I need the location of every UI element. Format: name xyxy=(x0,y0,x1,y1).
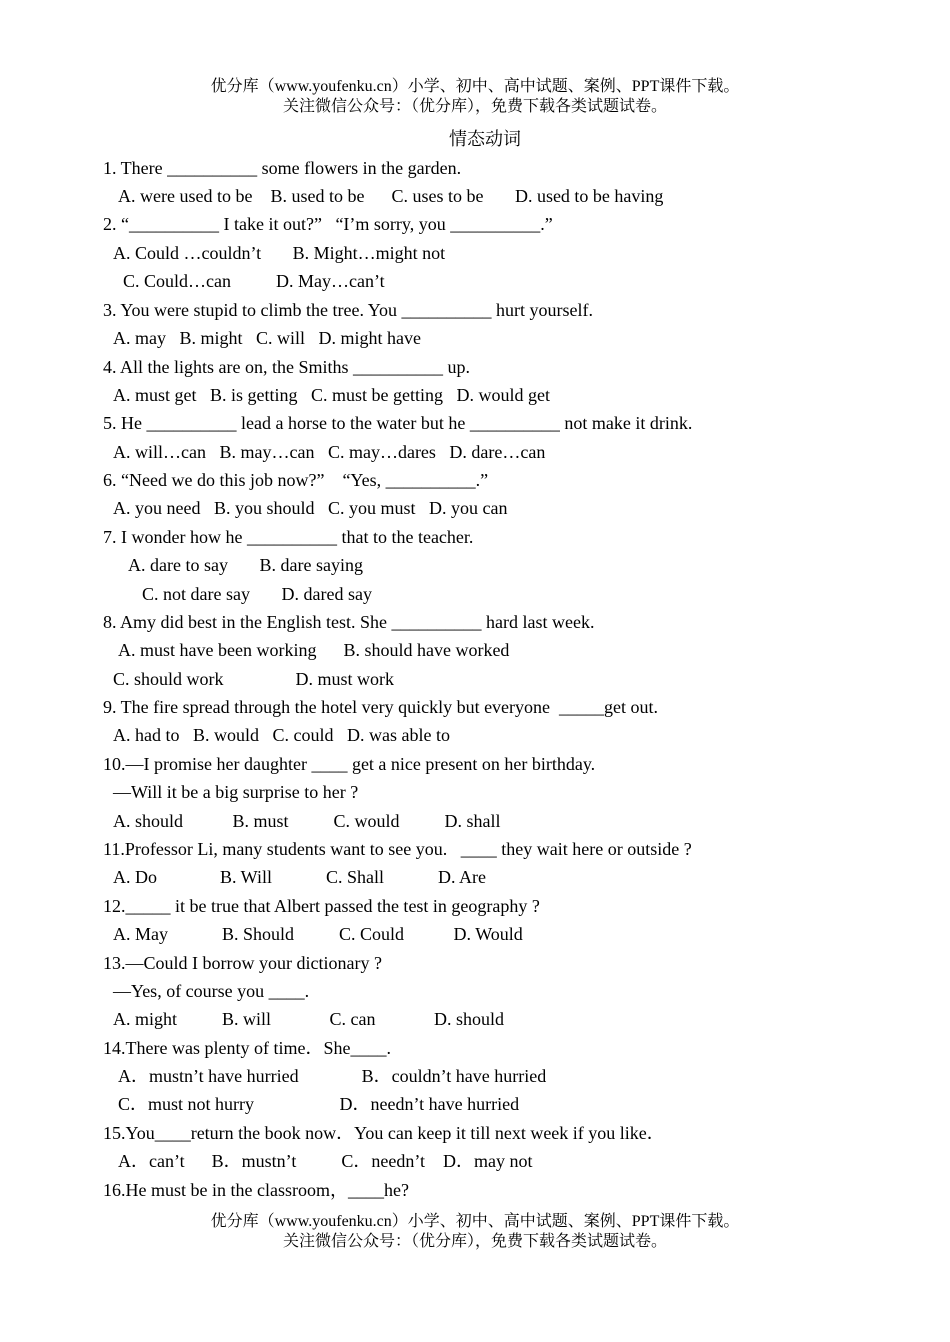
question-15: 15.You____return the book now．You can keep it till next week if you like． xyxy=(103,1123,665,1143)
question-9: 9. The fire spread through the hotel very quickly but everyone _____get out. xyxy=(103,697,659,717)
header-line-1: 优分库（www.youfenku.cn）小学、初中、高中试题、案例、PPT课件下载。 xyxy=(210,78,740,95)
question-1: 1. There __________ some flowers in the garden. xyxy=(103,158,462,178)
question-6: 6. “Need we do this job now?” “Yes, __________.” xyxy=(103,470,489,490)
question-13: 13.—Could I borrow your dictionary ? xyxy=(103,953,382,973)
question-11-options: A. Do B. Will C. Shall D. Are xyxy=(113,867,486,887)
question-10-options: A. should B. must C. would D. shall xyxy=(113,811,501,831)
question-11: 11.Professor Li, many students want to see you. ____ they wait here or outside ? xyxy=(103,839,692,859)
question-6-options: A. you need B. you should C. you must D. you can xyxy=(113,498,508,518)
question-12: 12._____ it be true that Albert passed the test in geography ? xyxy=(103,896,540,916)
question-5-options: A. will…can B. may…can C. may…dares D. dare…can xyxy=(113,442,546,462)
question-2-options-a: A. Could …couldn’t B. Might…might not xyxy=(113,243,446,263)
question-4-options: A. must get B. is getting C. must be getting D. would get xyxy=(113,385,550,405)
question-2-options-b: C. Could…can D. May…can’t xyxy=(123,271,385,291)
question-14-options-b: C．must not hurry D．needn’t have hurried xyxy=(118,1094,520,1114)
footer-line-1: 优分库（www.youfenku.cn）小学、初中、高中试题、案例、PPT课件下载。 xyxy=(210,1213,740,1230)
question-10-reply: —Will it be a big surprise to her ? xyxy=(113,782,359,802)
question-7: 7. I wonder how he __________ that to the teacher. xyxy=(103,527,474,547)
header-line-2: 关注微信公众号：（优分库），免费下载各类试题试卷。 xyxy=(282,98,667,115)
question-15-options: A．can’t B．mustn’t C．needn’t D．may not xyxy=(118,1151,533,1171)
footer-line-2: 关注微信公众号：（优分库），免费下载各类试题试卷。 xyxy=(282,1233,667,1250)
question-12-options: A. May B. Should C. Could D. Would xyxy=(113,924,523,944)
question-10: 10.—I promise her daughter ____ get a nice present on her birthday. xyxy=(103,754,596,774)
question-8: 8. Amy did best in the English test. She __________ hard last week. xyxy=(103,612,595,632)
question-3-options: A. may B. might C. will D. might have xyxy=(113,328,421,348)
question-16: 16.He must be in the classroom，____he? xyxy=(103,1180,409,1200)
page-title: 情态动词 xyxy=(449,129,521,149)
question-7-options-a: A. dare to say B. dare saying xyxy=(128,555,363,575)
question-9-options: A. had to B. would C. could D. was able to xyxy=(113,725,450,745)
question-8-options-b: C. should work D. must work xyxy=(113,669,395,689)
question-5: 5. He __________ lead a horse to the water but he __________ not make it drink. xyxy=(103,413,693,433)
question-7-options-b: C. not dare say D. dared say xyxy=(142,584,372,604)
question-1-options: A. were used to be B. used to be C. uses to be D. used to be having xyxy=(118,186,664,206)
question-3: 3. You were stupid to climb the tree. You __________ hurt yourself. xyxy=(103,300,593,320)
question-14: 14.There was plenty of time．She____. xyxy=(103,1038,391,1058)
question-2: 2. “__________ I take it out?” “I’m sorry, you __________.” xyxy=(103,214,553,234)
question-13-reply: —Yes, of course you ____. xyxy=(113,981,310,1001)
question-8-options-a: A. must have been working B. should have worked xyxy=(118,640,510,660)
question-14-options-a: A．mustn’t have hurried B．couldn’t have hurried xyxy=(118,1066,547,1086)
question-4: 4. All the lights are on, the Smiths __________ up. xyxy=(103,357,470,377)
question-13-options: A. might B. will C. can D. should xyxy=(113,1009,504,1029)
